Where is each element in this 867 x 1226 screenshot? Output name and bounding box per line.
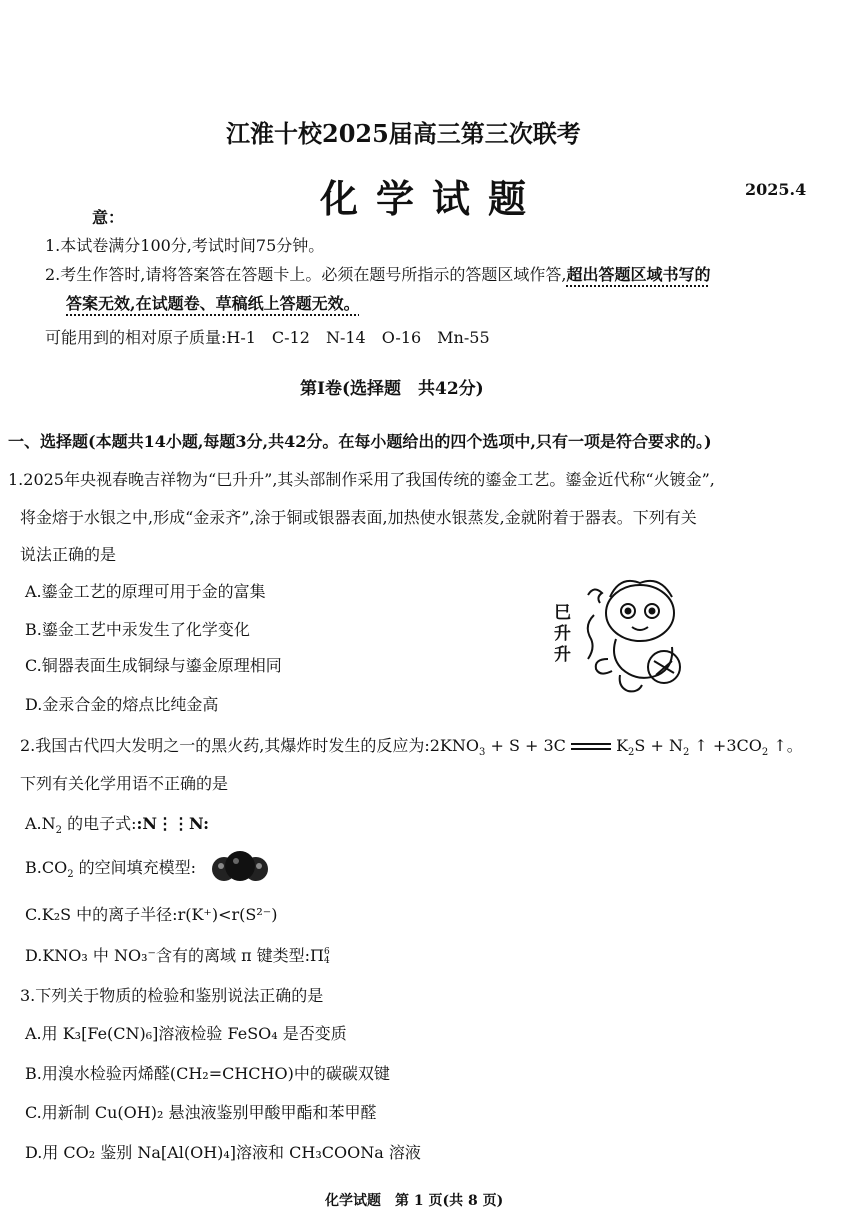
q1-stem-line-2: 将金熔于水银之中,形成“金汞齐”,涂于铜或银器表面,加热使水银蒸发,金就附着于器表。下列有关 — [20, 508, 697, 527]
mascot-illustration — [580, 575, 690, 695]
exam-date: 2025.4 — [745, 180, 807, 199]
q1-stem-line-3: 说法正确的是 — [20, 545, 117, 564]
q1-option-b: B.鎏金工艺中汞发生了化学变化 — [25, 620, 250, 639]
q1-option-d: D.金汞合金的熔点比纯金高 — [25, 695, 219, 714]
q1-option-a: A.鎏金工艺的原理可用于金的富集 — [25, 582, 266, 601]
q2-option-a-text: 的电子式: — [62, 814, 137, 833]
q2-option-b: $B.CO_2$ 的空间填充模型: — [25, 858, 197, 881]
co2-space-filling-model — [210, 850, 270, 884]
notice-item-2-text: 2.考生作答时,请将答案答在答题卡上。必须在题号所指示的答题区域作答, — [45, 265, 567, 284]
mascot-label: 巳升升 — [550, 603, 570, 666]
notice-label: 意： — [92, 208, 125, 227]
q1-stem-line-1: 1.2025年央视春晚吉祥物为“巳升升”,其头部制作采用了我国传统的鎏金工艺。鎏金近代称“火镀金”, — [8, 470, 715, 489]
q2-stem-line-2: 下列有关化学用语不正确的是 — [20, 774, 229, 793]
q3-option-d: D.用 CO₂ 鉴别 Na[Al(OH)₄]溶液和 CH₃COONa 溶液 — [25, 1143, 421, 1162]
notice-item-2-emphasis: 超出答题区域书写的 — [566, 265, 711, 284]
q3-option-a: A.用 K₃[Fe(CN)₆]溶液检验 FeSO₄ 是否变质 — [25, 1024, 347, 1043]
page-footer: 化学试题 第 1 页(共 8 页) — [325, 1193, 504, 1209]
notice-item-3-text: 答案无效,在试题卷、草稿纸上答题无效。 — [66, 294, 360, 313]
q2-option-a-prefix: A.N — [25, 814, 56, 833]
q2-option-d-text: D.KNO₃ 中 NO₃⁻含有的离域 π 键类型:Π — [25, 946, 325, 965]
q3-stem: 3.下列关于物质的检验和鉴别说法正确的是 — [20, 986, 324, 1005]
notice-item-2 — [45, 265, 710, 284]
atomic-mass-line: 可能用到的相对原子质量:H-1 C-12 N-14 O-16 Mn-55 — [45, 328, 490, 347]
q2-option-b-text: 的空间填充模型: — [73, 858, 197, 877]
n2-electron-formula: :N⋮⋮N: — [136, 814, 209, 833]
exam-name: 江淮十校2025届高三第三次联考 — [226, 119, 581, 148]
section-instruction: 一、选择题(本题共14小题,每题3分,共42分。在每小题给出的四个选项中,只有一项是符合要求的。) — [8, 432, 712, 451]
q3-option-c: C.用新制 Cu(OH)₂ 悬浊液鉴别甲酸甲酯和苯甲醛 — [25, 1103, 377, 1122]
notice-item-3 — [66, 294, 360, 313]
page-title: 化学试题 — [320, 176, 545, 221]
q2-stem-line-1 — [20, 736, 803, 759]
q1-option-c: C.铜器表面生成铜绿与鎏金原理相同 — [25, 656, 282, 675]
section-title: 第Ⅰ卷(选择题 共42分) — [300, 379, 484, 399]
q2-option-b-prefix: B.CO — [25, 858, 68, 877]
q2-option-d: D.KNO₃ 中 NO₃⁻含有的离域 π 键类型:Π6 4 — [25, 946, 330, 966]
q2-equation: $2KNO_3 + S + 3C$ $K_2S + N_2$ ↑ $+3CO_2$ ↑。 — [429, 736, 803, 759]
q2-option-a: $A.N_2$ 的电子式::N⋮⋮N: — [25, 814, 209, 837]
notice-item-1: 1.本试卷满分100分,考试时间75分钟。 — [45, 236, 325, 255]
q2-option-c: C.K₂S 中的离子半径:r(K⁺)<r(S²⁻) — [25, 905, 278, 924]
q2-stem-prefix: 2.我国古代四大发明之一的黑火药,其爆炸时发生的反应为: — [20, 736, 430, 755]
q3-option-b: B.用溴水检验丙烯醛(CH₂=CHCHO)中的碳碳双键 — [25, 1064, 390, 1083]
